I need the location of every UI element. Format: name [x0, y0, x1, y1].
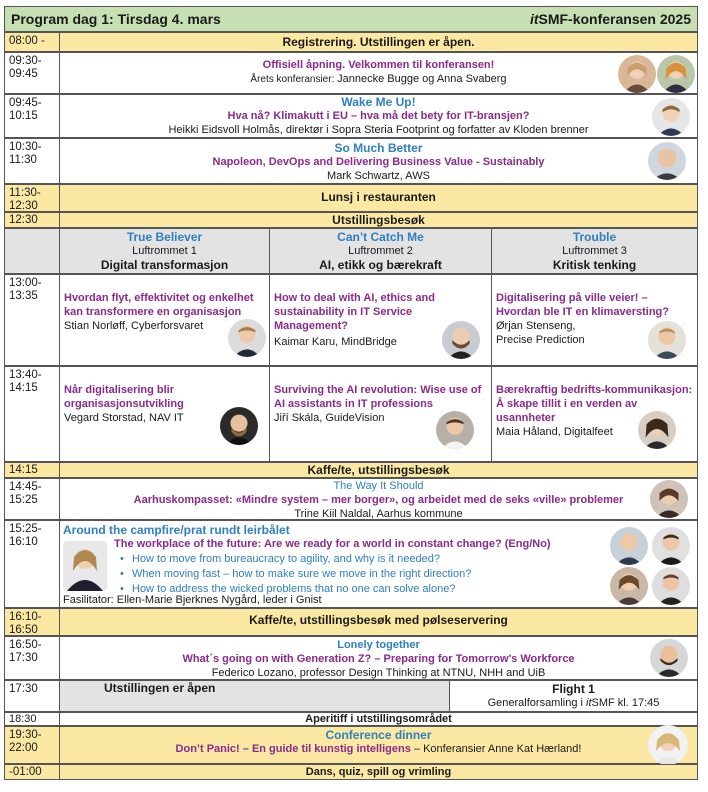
row-keynote-2	[4, 138, 698, 184]
speaker-photo	[652, 98, 690, 136]
track-theme: True Believer	[126, 230, 203, 244]
session-speaker: Trine Kiil Naldal, Aarhus kommune	[294, 508, 463, 520]
aperitif-label: Aperitiff i utstillingsområdet	[305, 713, 452, 725]
facilitator-text: Fasilitator: Ellen-Marie Bjerknes Nygård, leder i Gnist	[63, 594, 322, 606]
speaker-photo	[650, 639, 688, 677]
session-theme: Conference dinner	[325, 728, 432, 742]
keynote-4-content	[60, 637, 697, 679]
row-parallel-2	[4, 366, 698, 462]
panel-photo	[610, 527, 648, 565]
session-title: Hvordan flyt, effektivitet og enkelhet kan transformere en organisasjon	[64, 292, 254, 318]
time-cell: 13:40- 14:15	[5, 367, 60, 461]
session-title: Hva nå? Klimakutt i EU – hva må det bety for IT-bransjen?	[227, 110, 530, 122]
flight-1	[450, 681, 697, 711]
time-cell: 14:45- 15:25	[5, 479, 60, 519]
list-item: • How to address the wicked problems that no one can solve alone?	[118, 582, 471, 597]
time-cell: 09:30- 09:45	[5, 53, 60, 93]
time-cell: 12:30	[5, 213, 60, 227]
coffee-label: Kaffe/te, utstillingsbesøk	[307, 463, 450, 477]
session-title: The workplace of the future: Are we ready for a world in constant change? (Eng/No)	[114, 538, 551, 550]
speaker-photo	[650, 480, 688, 518]
parallel-1-content	[60, 275, 697, 365]
time-cell: 17:30	[5, 681, 60, 711]
row-tracks	[4, 228, 698, 274]
speaker-photo	[436, 411, 474, 449]
parallel-2-content	[60, 367, 697, 461]
row-keynote-1	[4, 94, 698, 138]
speaker-photo	[657, 55, 695, 93]
row-dinner	[4, 726, 698, 764]
opening-title: Offisiell åpning. Velkommen til konferansen!	[262, 59, 495, 71]
session-speaker: Jiří Skála, GuideVision	[274, 412, 385, 424]
header-bar	[4, 6, 698, 32]
facilitator-photo	[63, 541, 107, 591]
time-cell: 14:15	[5, 463, 60, 477]
time-cell: 13:00- 13:35	[5, 275, 60, 365]
row-keynote-4	[4, 636, 698, 680]
time-cell: 18:30	[5, 713, 60, 725]
session-theme: So Much Better	[334, 141, 423, 155]
session-cell	[60, 275, 270, 365]
opening-host: Årets konferansier: Jannecke Bugge og Anna Svaberg	[250, 73, 507, 85]
track-3	[492, 229, 697, 273]
track-2	[270, 229, 492, 273]
session-title: Napoleon, DevOps and Delivering Business Value - Sustainably	[212, 156, 545, 168]
session-speaker: Maia Håland, Digitalfeet	[496, 426, 613, 438]
row-opening	[4, 52, 698, 94]
program-sheet	[4, 6, 698, 780]
time-cell: 15:25- 16:10	[5, 521, 60, 607]
row-campfire	[4, 520, 698, 608]
row-party	[4, 764, 698, 780]
coffee-label: Kaffe/te, utstillingsbesøk med pølseservering	[249, 613, 508, 627]
speaker-photo	[220, 407, 258, 445]
keynote-3-content	[60, 479, 697, 519]
time-cell: 08:00 -	[5, 33, 60, 51]
time-cell: 16:10- 16:50	[5, 609, 60, 635]
session-title: Aarhuskompasset: «Mindre system – mer borger», og arbeidet med de seks «ville» problemer	[133, 494, 624, 506]
row-lunch	[4, 184, 698, 212]
row-aperitif	[4, 712, 698, 726]
panel-photo	[652, 527, 690, 565]
session-theme: Lonely together	[337, 639, 420, 651]
time-cell: 19:30- 22:00	[5, 727, 60, 763]
time-cell: 10:30- 11:30	[5, 139, 60, 183]
time-cell: 11:30- 12:30	[5, 185, 60, 211]
track-topic: Digital transformasjon	[100, 258, 229, 272]
speaker-photo	[648, 142, 686, 180]
opening-content	[60, 53, 697, 93]
list-item: • When moving fast – how to make sure we move in the right direction?	[118, 567, 471, 582]
session-speaker: Stian Norløff, Cyberforsvaret	[64, 320, 204, 332]
session-cell	[270, 275, 492, 365]
session-title: Surviving the AI revolution: Wise use of AI assistants in IT professions	[274, 384, 482, 410]
row-coffee-2	[4, 608, 698, 636]
row-coffee-1	[4, 462, 698, 478]
session-cell	[492, 367, 697, 461]
flight-title: Flight 1	[552, 682, 595, 696]
speaker-photo	[648, 725, 688, 765]
speaker-photo	[638, 411, 676, 449]
session-cell	[270, 367, 492, 461]
lunch-label: Lunsj i restauranten	[321, 190, 436, 204]
time-cell: -01:00	[5, 765, 60, 779]
session-cell	[60, 367, 270, 461]
conference-brand: itSMF-konferansen 2025	[529, 11, 691, 27]
session-speaker: Vegard Storstad, NAV IT	[64, 412, 184, 424]
track-topic: Kritisk tenking	[552, 258, 637, 272]
list-item: • How to move from bureaucracy to agility, and why is it needed?	[118, 552, 471, 567]
campfire-content	[60, 521, 697, 607]
panel-photo	[610, 567, 648, 605]
panel-photo	[652, 567, 690, 605]
dinner-line: Don’t Panic! – En guide til kunstig intelligens – Konferansier Anne Kat Hærland!	[175, 743, 582, 755]
track-1	[60, 229, 270, 273]
track-theme: Can’t Catch Me	[337, 230, 424, 244]
speaker-photo	[618, 55, 656, 93]
row-parallel-1	[4, 274, 698, 366]
general-assembly: Generalforsamling i itSMF kl. 17:45	[487, 697, 660, 709]
session-speaker: Ørjan Stenseng, Precise Prediction	[496, 320, 585, 346]
track-theme: Trouble	[572, 230, 617, 244]
row-evening-split	[4, 680, 698, 712]
row-exhibition	[4, 212, 698, 228]
track-room: Luftrommet 2	[348, 245, 413, 257]
row-keynote-3	[4, 478, 698, 520]
party-label: Dans, quiz, spill og vrimling	[305, 766, 452, 778]
exhibition-open: Utstillingen er åpen	[60, 681, 450, 711]
session-speaker: Federico Lozano, professor Design Thinking at NTNU, NHH and UiB	[211, 667, 546, 679]
time-cell: 16:50- 17:30	[5, 637, 60, 679]
track-room: Luftrommet 3	[562, 245, 627, 257]
row-registration	[4, 32, 698, 52]
session-theme: Around the campfire/prat rundt leirbålet	[63, 523, 290, 537]
registration-label: Registrering. Utstillingen er åpen.	[282, 35, 475, 49]
time-cell	[5, 229, 60, 273]
discussion-list	[118, 552, 471, 597]
keynote-1-content	[60, 95, 697, 137]
session-title: How to deal with AI, ethics and sustainability in IT Service Management?	[274, 292, 435, 332]
session-speaker: Heikki Eidsvoll Holmås, direktør i Sopra Steria Footprint og forfatter av Kloden brenner	[168, 124, 589, 136]
session-title: Digitalisering på ville veier! – Hvordan ble IT en klimaversting?	[496, 292, 669, 318]
time-cell: 09:45- 10:15	[5, 95, 60, 137]
session-title: Når digitalisering blir organisasjonsutvikling	[64, 384, 184, 410]
session-cell	[492, 275, 697, 365]
speaker-photo	[228, 319, 266, 357]
session-theme: Wake Me Up!	[341, 95, 416, 109]
track-room: Luftrommet 1	[132, 245, 197, 257]
track-topic: AI, etikk og bærekraft	[319, 258, 442, 272]
dinner-content	[60, 727, 697, 763]
session-speaker: Mark Schwartz, AWS	[327, 170, 430, 182]
session-title: Bærekraftig bedrifts-kommunikasjon: Å skape tillit i en verden av usannheter	[496, 384, 693, 424]
session-speaker: Kaimar Karu, MindBridge	[274, 336, 397, 348]
session-title: What´s going on with Generation Z? – Preparing for Tomorrow's Workforce	[182, 653, 575, 665]
keynote-2-content	[60, 139, 697, 183]
page-title: Program dag 1: Tirsdag 4. mars	[11, 11, 221, 27]
exhibition-label: Utstillingsbesøk	[332, 213, 425, 227]
speaker-photo	[442, 321, 480, 359]
session-theme: The Way It Should	[333, 480, 424, 492]
tracks-content	[60, 229, 697, 273]
speaker-photo	[648, 321, 686, 359]
